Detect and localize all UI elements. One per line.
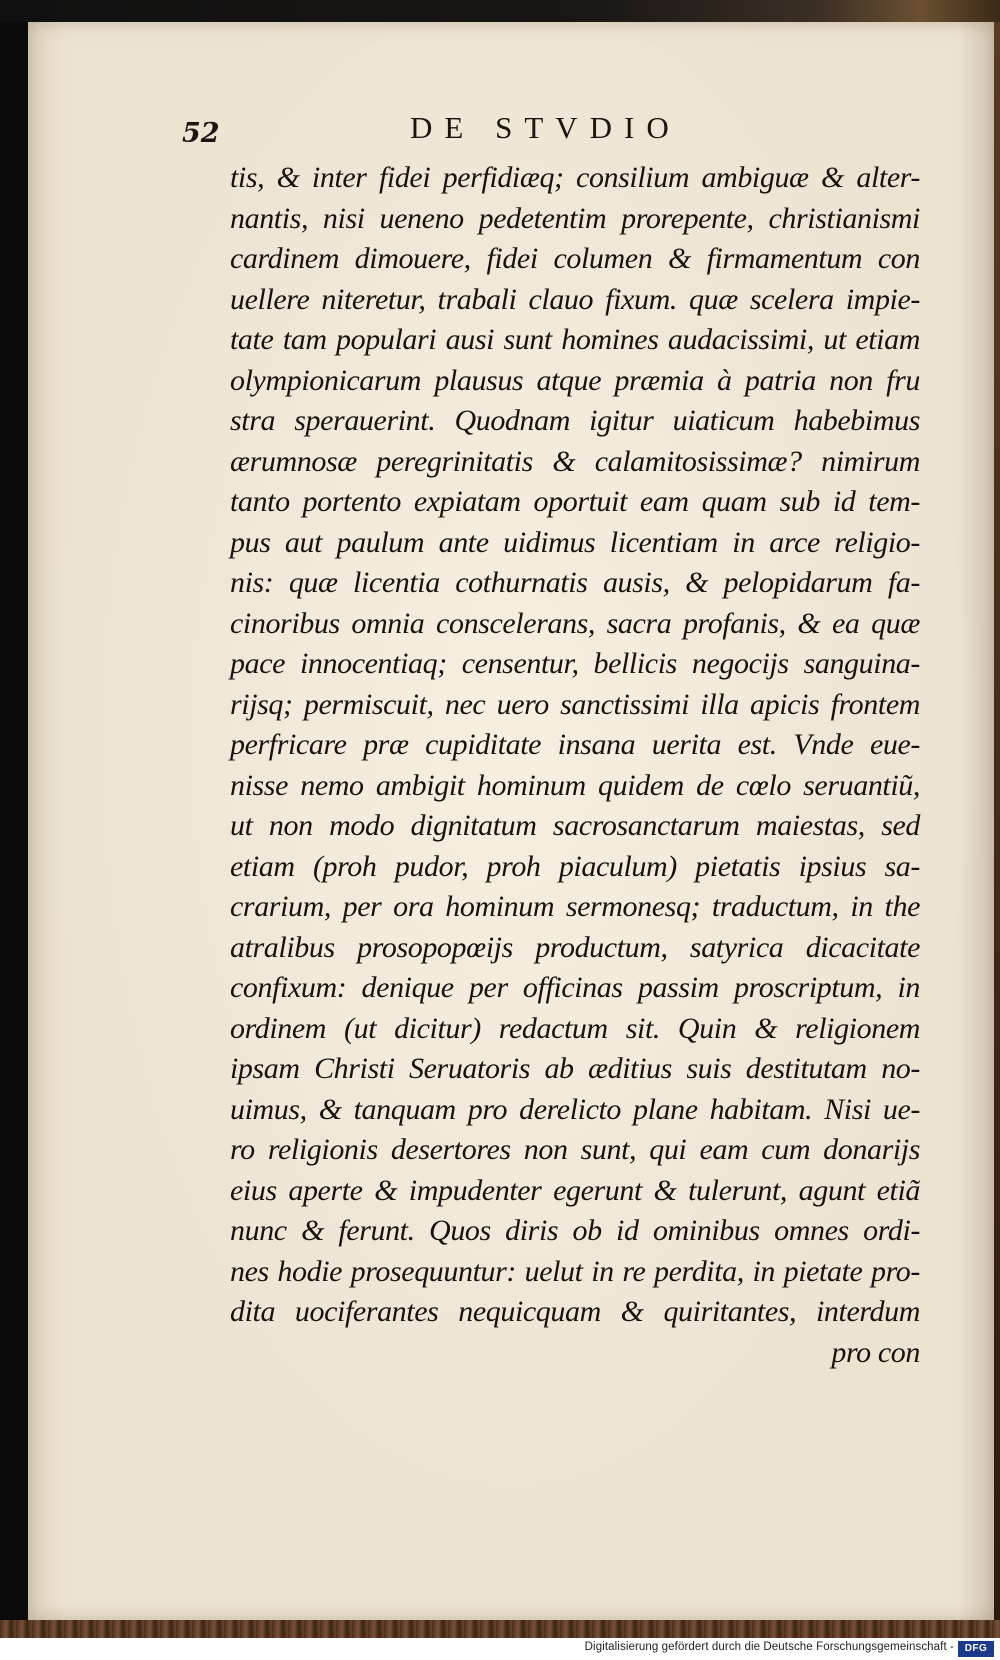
text-line: atralibus prosopopœijs productum, satyrica dicacitate (230, 930, 920, 964)
text-line: nisse nemo ambigit hominum quidem de cœlo seruantiũ, (230, 768, 920, 802)
text-line: nes hodie prosequuntur: uelut in re perdita, in pietate pro- (230, 1254, 920, 1288)
scan-top-edge (0, 0, 1000, 22)
footer-bar (0, 1638, 1000, 1660)
text-line: rijsq; permiscuit, nec uero sanctissimi illa apicis frontem (230, 687, 920, 721)
text-line: nantis, nisi ueneno pedetentim prorepente, christianismi (230, 201, 920, 235)
text-line: dita uociferantes nequicquam & quiritantes, interdum (230, 1295, 920, 1328)
dfg-logo-icon: DFG (958, 1641, 994, 1657)
funding-credit: Digitalisierung gefördert durch die Deutsche Forschungsgemeinschaft - (584, 1641, 954, 1653)
text-line: etiam (proh pudor, proh piaculum) pietatis ipsius sa- (230, 849, 920, 883)
text-line: pus aut paulum ante uidimus licentiam in arce religio- (230, 525, 920, 559)
text-line: tate tam populari ausi sunt homines audacissimi, ut etiam (230, 323, 920, 356)
text-line: perfricare præ cupiditate insana uerita est. Vnde eue- (230, 728, 920, 761)
text-line: cinoribus omnia conscelerans, sacra profanis, & ea quæ (230, 606, 920, 640)
text-line: crarium, per ora hominum sermonesq; traductum, in the (230, 890, 920, 923)
page-number: 52 (182, 118, 220, 149)
scan-bottom-edge (0, 1620, 1000, 1638)
text-line: ordinem (ut dicitur) redactum sit. Quin & religionem (230, 1011, 920, 1045)
text-line: ro religionis desertores non sunt, qui eam cum donarijs (230, 1133, 920, 1166)
text-line: eius aperte & impudenter egerunt & tulerunt, agunt etiã (230, 1173, 920, 1207)
text-line: uellere niteretur, trabali clauo fixum. quæ scelera impie- (230, 282, 920, 316)
text-line: uimus, & tanquam pro derelicto plane habitam. Nisi ue- (230, 1092, 920, 1126)
text-line: pace innocentiaq; censentur, bellicis negocijs sanguina- (230, 647, 920, 680)
text-line: tanto portento expiatam oportuit eam quam sub id tem- (230, 485, 920, 518)
running-head: DE STVDIO (410, 110, 681, 145)
scan-right-edge (994, 22, 1000, 1620)
text-line: olympionicarum plausus atque præmia à patria non fru (230, 363, 920, 397)
text-line: tis, & inter fidei perfidiæq; consilium ambiguæ & alter- (230, 161, 920, 194)
text-line: cardinem dimouere, fidei columen & firmamentum con (230, 242, 920, 275)
text-line: confixum: denique per officinas passim proscriptum, in (230, 971, 920, 1004)
catchword: pro con (831, 1335, 920, 1369)
body-text (230, 158, 920, 1373)
text-line: ærumnosæ peregrinitatis & calamitosissimæ? nimirum (230, 444, 920, 478)
text-line: ipsam Christi Seruatoris ab æditius suis destitutam no- (230, 1052, 920, 1085)
text-line: nunc & ferunt. Quos diris ob id ominibus omnes ordi- (230, 1214, 920, 1247)
text-line: stra sperauerint. Quodnam igitur uiaticum habebimus (230, 404, 920, 437)
text-line: nis: quæ licentia cothurnatis ausis, & pelopidarum fa- (230, 566, 920, 599)
text-line: ut non modo dignitatum sacrosanctarum maiestas, sed (230, 809, 920, 842)
